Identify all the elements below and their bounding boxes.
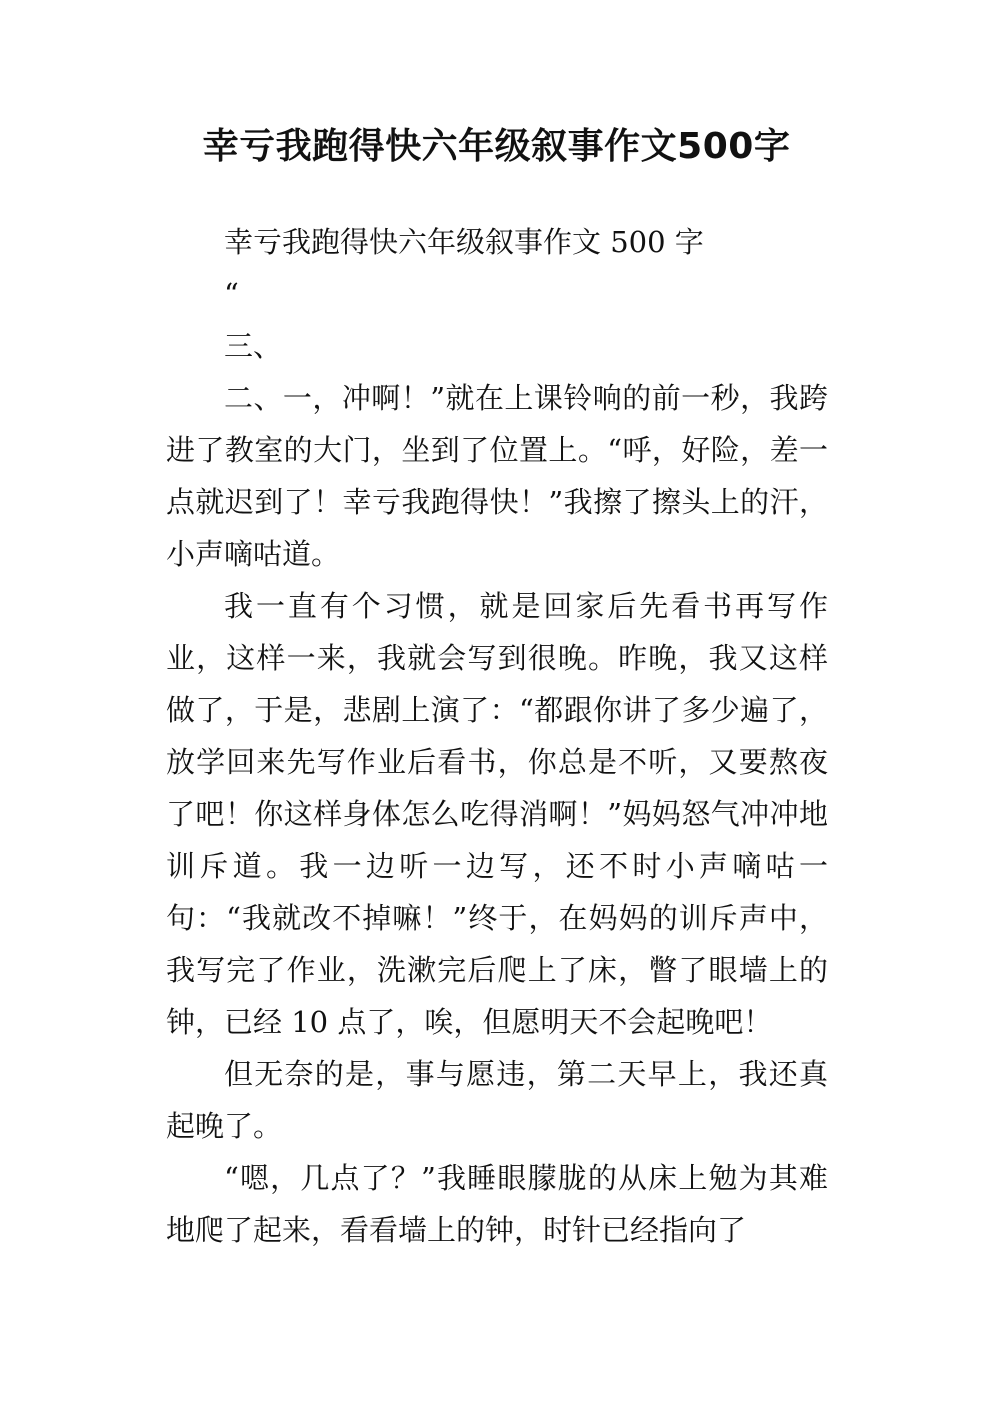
body-paragraph: “嗯，几点了？”我睡眼朦胧的从床上勉为其难地爬了起来，看看墙上的钟，时针已经指向了 xyxy=(166,1161,828,1247)
body-paragraph-section-three: 三、 xyxy=(224,329,283,363)
document-title: 幸亏我跑得快六年级叙事作文500字 xyxy=(202,126,791,167)
body-paragraph: 我一直有个习惯，就是回家后先看书再写作业，这样一来，我就会写到很晚。昨晚，我又这样做了，于是，悲剧上演了：“都跟你讲了多少遍了，放学回来先写作业后看书，你总是不听，又要熬夜了吧！你这样身体怎么吃得消啊！”妈妈怒气冲冲地训斥道。我一边听一边写，还不时小声嘀咕一句：“我就改不掉嘛！”终于，在妈妈的训斥声中，我写完了作业，洗漱完后爬上了床，瞥了眼墙上的钟，已经 10 点了，唉，但愿明天不会起晚吧！ xyxy=(166,589,828,1039)
body-paragraph: 但无奈的是，事与愿违，第二天早上，我还真起晚了。 xyxy=(166,1057,828,1143)
body-paragraph-quote-mark: “ xyxy=(224,277,239,311)
body-paragraph-subtitle: 幸亏我跑得快六年级叙事作文 500 字 xyxy=(224,225,704,259)
document-body xyxy=(166,216,828,1256)
body-paragraph: 二、一，冲啊！”就在上课铃响的前一秒，我跨进了教室的大门，坐到了位置上。“呼，好险，差一点就迟到了！幸亏我跑得快！”我擦了擦头上的汗，小声嘀咕道。 xyxy=(166,381,828,571)
